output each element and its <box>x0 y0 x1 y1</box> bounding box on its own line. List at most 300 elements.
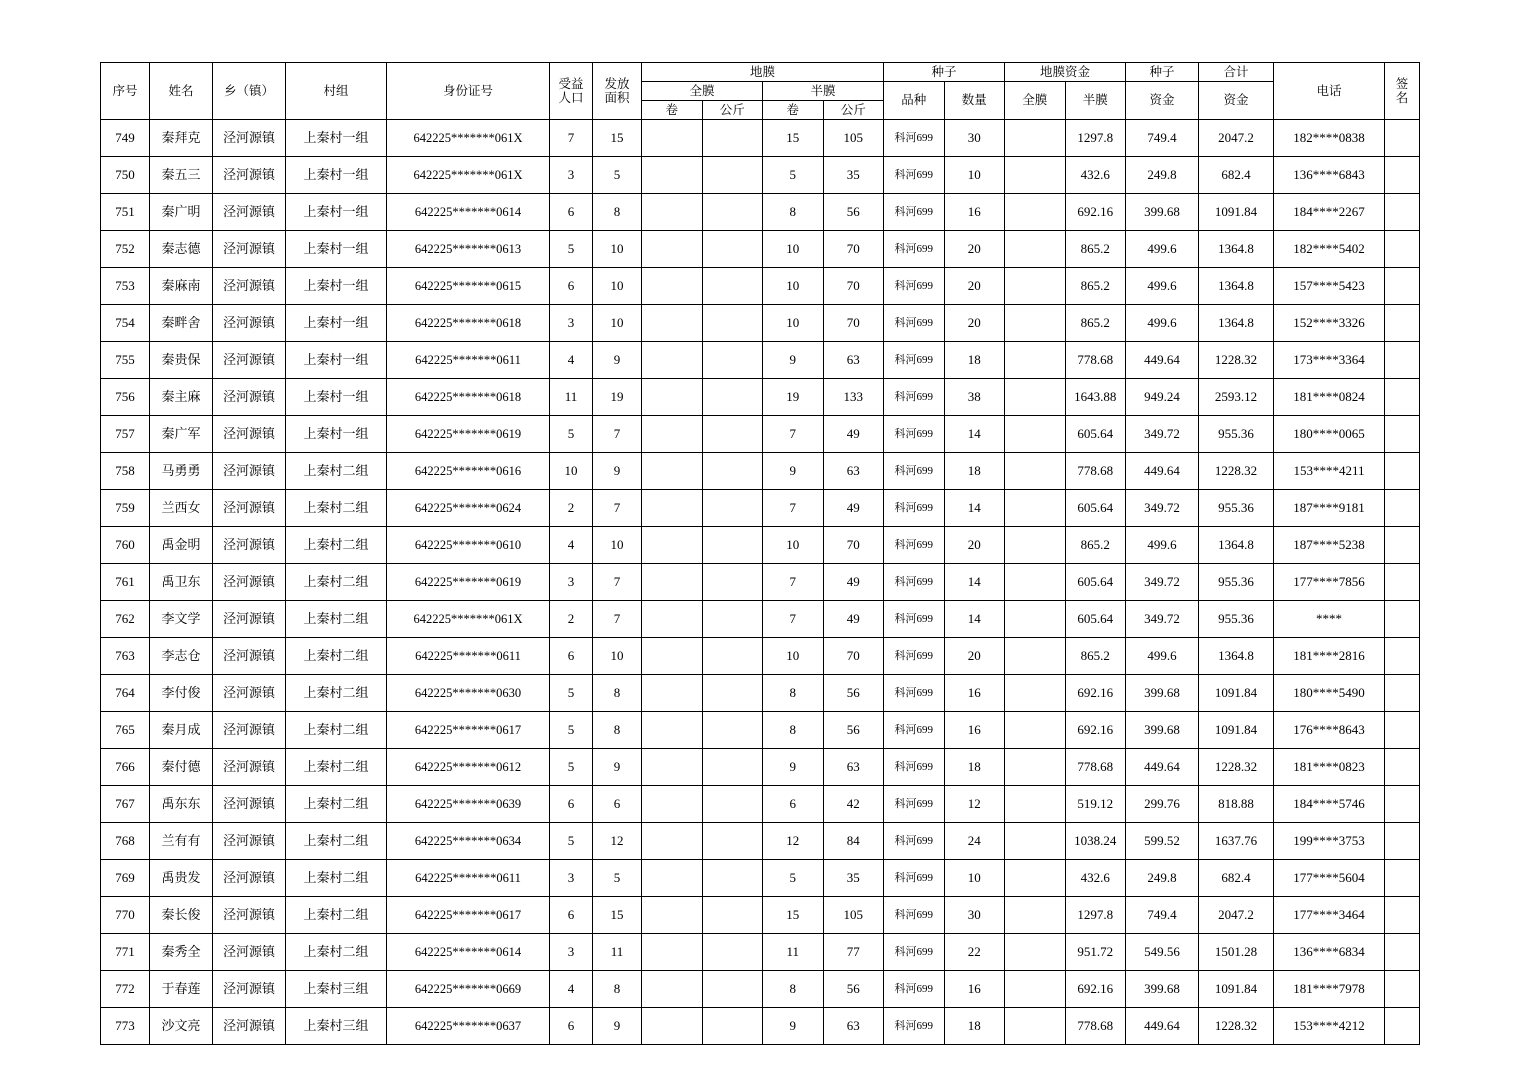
cell-total-fund: 1637.76 <box>1199 823 1274 860</box>
distribution-table <box>100 62 1420 1045</box>
cell-seq: 753 <box>101 268 150 305</box>
cell-population: 6 <box>550 268 593 305</box>
cell-population: 10 <box>550 453 593 490</box>
cell-full-film-juan <box>642 379 703 416</box>
table-row <box>101 786 1420 823</box>
cell-village: 上秦村一组 <box>286 194 387 231</box>
cell-half-film-kg: 77 <box>823 934 884 971</box>
cell-full-film-fund <box>1005 1008 1066 1045</box>
cell-full-film-kg <box>702 934 763 971</box>
cell-town: 泾河源镇 <box>213 379 286 416</box>
cell-full-film-fund <box>1005 527 1066 564</box>
cell-name: 李文学 <box>150 601 213 638</box>
table-row <box>101 120 1420 157</box>
col-header-full-film-fund: 全膜 <box>1005 82 1066 120</box>
table-row <box>101 934 1420 971</box>
cell-half-film-kg: 84 <box>823 823 884 860</box>
cell-full-film-fund <box>1005 638 1066 675</box>
cell-half-film-juan: 15 <box>763 897 824 934</box>
cell-full-film-kg <box>702 379 763 416</box>
cell-signature <box>1385 786 1420 823</box>
cell-variety: 科河699 <box>884 823 945 860</box>
cell-phone: 176****8643 <box>1274 712 1385 749</box>
cell-full-film-kg <box>702 1008 763 1045</box>
table-row <box>101 416 1420 453</box>
cell-signature <box>1385 231 1420 268</box>
cell-quantity: 14 <box>944 564 1005 601</box>
cell-half-film-juan: 6 <box>763 786 824 823</box>
cell-full-film-fund <box>1005 416 1066 453</box>
cell-full-film-kg <box>702 268 763 305</box>
cell-town: 泾河源镇 <box>213 157 286 194</box>
cell-half-film-fund: 865.2 <box>1065 305 1126 342</box>
cell-area: 9 <box>593 1008 642 1045</box>
cell-total-fund: 1228.32 <box>1199 1008 1274 1045</box>
cell-full-film-juan <box>642 971 703 1008</box>
cell-full-film-kg <box>702 527 763 564</box>
cell-half-film-juan: 7 <box>763 416 824 453</box>
cell-half-film-juan: 10 <box>763 231 824 268</box>
cell-variety: 科河699 <box>884 453 945 490</box>
cell-variety: 科河699 <box>884 231 945 268</box>
cell-full-film-fund <box>1005 749 1066 786</box>
table-row <box>101 342 1420 379</box>
cell-id-number: 642225*******0614 <box>387 194 550 231</box>
cell-signature <box>1385 564 1420 601</box>
cell-half-film-kg: 70 <box>823 231 884 268</box>
cell-full-film-juan <box>642 1008 703 1045</box>
cell-phone: 136****6843 <box>1274 157 1385 194</box>
cell-phone: 153****4212 <box>1274 1008 1385 1045</box>
cell-half-film-fund: 865.2 <box>1065 638 1126 675</box>
col-header-seed-group: 种子 <box>884 63 1005 82</box>
area-line-2: 面积 <box>604 91 630 105</box>
cell-seq: 769 <box>101 860 150 897</box>
cell-full-film-kg <box>702 157 763 194</box>
cell-variety: 科河699 <box>884 564 945 601</box>
sign-line-1: 签 <box>1395 76 1409 91</box>
cell-variety: 科河699 <box>884 1008 945 1045</box>
table-row <box>101 305 1420 342</box>
cell-total-fund: 1091.84 <box>1199 194 1274 231</box>
cell-half-film-kg: 63 <box>823 342 884 379</box>
cell-variety: 科河699 <box>884 601 945 638</box>
cell-village: 上秦村一组 <box>286 416 387 453</box>
table-row <box>101 453 1420 490</box>
cell-id-number: 642225*******0611 <box>387 860 550 897</box>
cell-full-film-juan <box>642 675 703 712</box>
cell-phone: 199****3753 <box>1274 823 1385 860</box>
cell-phone: 181****7978 <box>1274 971 1385 1008</box>
cell-town: 泾河源镇 <box>213 971 286 1008</box>
cell-variety: 科河699 <box>884 416 945 453</box>
cell-total-fund: 1228.32 <box>1199 453 1274 490</box>
cell-full-film-juan <box>642 601 703 638</box>
cell-quantity: 18 <box>944 453 1005 490</box>
cell-half-film-juan: 7 <box>763 564 824 601</box>
cell-seq: 771 <box>101 934 150 971</box>
cell-town: 泾河源镇 <box>213 527 286 564</box>
cell-half-film-kg: 70 <box>823 305 884 342</box>
cell-total-fund: 1228.32 <box>1199 749 1274 786</box>
cell-variety: 科河699 <box>884 527 945 564</box>
cell-variety: 科河699 <box>884 268 945 305</box>
cell-full-film-kg <box>702 712 763 749</box>
cell-signature <box>1385 268 1420 305</box>
col-header-phone: 电话 <box>1274 63 1385 120</box>
cell-name: 禹金明 <box>150 527 213 564</box>
cell-full-film-fund <box>1005 564 1066 601</box>
cell-quantity: 20 <box>944 268 1005 305</box>
cell-signature <box>1385 157 1420 194</box>
cell-full-film-fund <box>1005 934 1066 971</box>
cell-variety: 科河699 <box>884 490 945 527</box>
cell-half-film-juan: 8 <box>763 675 824 712</box>
table-row <box>101 564 1420 601</box>
cell-half-film-kg: 49 <box>823 416 884 453</box>
cell-full-film-juan <box>642 305 703 342</box>
cell-area: 7 <box>593 416 642 453</box>
cell-area: 10 <box>593 527 642 564</box>
cell-full-film-juan <box>642 564 703 601</box>
col-header-name: 姓名 <box>150 63 213 120</box>
cell-id-number: 642225*******0611 <box>387 638 550 675</box>
cell-area: 9 <box>593 749 642 786</box>
cell-area: 8 <box>593 675 642 712</box>
col-header-full-film-juan: 卷 <box>642 101 703 120</box>
cell-full-film-juan <box>642 268 703 305</box>
cell-village: 上秦村一组 <box>286 342 387 379</box>
cell-variety: 科河699 <box>884 971 945 1008</box>
cell-village: 上秦村二组 <box>286 490 387 527</box>
cell-village: 上秦村二组 <box>286 638 387 675</box>
cell-village: 上秦村二组 <box>286 786 387 823</box>
cell-seed-fund: 499.6 <box>1126 268 1199 305</box>
cell-full-film-kg <box>702 823 763 860</box>
cell-id-number: 642225*******0619 <box>387 416 550 453</box>
cell-half-film-juan: 8 <box>763 712 824 749</box>
cell-signature <box>1385 416 1420 453</box>
cell-id-number: 642225*******0624 <box>387 490 550 527</box>
cell-id-number: 642225*******0618 <box>387 379 550 416</box>
cell-half-film-fund: 778.68 <box>1065 453 1126 490</box>
cell-quantity: 20 <box>944 638 1005 675</box>
cell-phone: 184****5746 <box>1274 786 1385 823</box>
cell-phone: 177****7856 <box>1274 564 1385 601</box>
cell-area: 9 <box>593 342 642 379</box>
cell-id-number: 642225*******0613 <box>387 231 550 268</box>
cell-population: 5 <box>550 416 593 453</box>
cell-quantity: 18 <box>944 749 1005 786</box>
cell-total-fund: 818.88 <box>1199 786 1274 823</box>
cell-half-film-kg: 49 <box>823 564 884 601</box>
cell-seed-fund: 749.4 <box>1126 897 1199 934</box>
cell-signature <box>1385 305 1420 342</box>
cell-half-film-juan: 11 <box>763 934 824 971</box>
cell-name: 秦拜克 <box>150 120 213 157</box>
cell-name: 秦畔舍 <box>150 305 213 342</box>
cell-area: 7 <box>593 490 642 527</box>
cell-seed-fund: 499.6 <box>1126 305 1199 342</box>
table-body <box>101 120 1420 1045</box>
cell-seed-fund: 399.68 <box>1126 712 1199 749</box>
cell-id-number: 642225*******0618 <box>387 305 550 342</box>
cell-seed-fund: 549.56 <box>1126 934 1199 971</box>
cell-full-film-fund <box>1005 860 1066 897</box>
cell-population: 2 <box>550 490 593 527</box>
cell-population: 3 <box>550 305 593 342</box>
cell-name: 秦五三 <box>150 157 213 194</box>
cell-population: 11 <box>550 379 593 416</box>
cell-full-film-kg <box>702 786 763 823</box>
cell-name: 秦月成 <box>150 712 213 749</box>
cell-half-film-fund: 605.64 <box>1065 601 1126 638</box>
cell-town: 泾河源镇 <box>213 601 286 638</box>
cell-seq: 758 <box>101 453 150 490</box>
cell-variety: 科河699 <box>884 934 945 971</box>
cell-full-film-juan <box>642 860 703 897</box>
cell-area: 9 <box>593 453 642 490</box>
cell-population: 3 <box>550 860 593 897</box>
cell-quantity: 22 <box>944 934 1005 971</box>
table-row <box>101 897 1420 934</box>
cell-quantity: 14 <box>944 416 1005 453</box>
table-row <box>101 490 1420 527</box>
cell-id-number: 642225*******0669 <box>387 971 550 1008</box>
cell-full-film-kg <box>702 749 763 786</box>
cell-area: 15 <box>593 120 642 157</box>
col-header-total-group: 合计 <box>1199 63 1274 82</box>
cell-village: 上秦村二组 <box>286 860 387 897</box>
cell-half-film-fund: 865.2 <box>1065 527 1126 564</box>
cell-full-film-kg <box>702 231 763 268</box>
cell-total-fund: 1091.84 <box>1199 675 1274 712</box>
cell-phone: 184****2267 <box>1274 194 1385 231</box>
cell-seq: 772 <box>101 971 150 1008</box>
cell-population: 5 <box>550 675 593 712</box>
cell-total-fund: 682.4 <box>1199 157 1274 194</box>
cell-phone: 181****0823 <box>1274 749 1385 786</box>
cell-full-film-kg <box>702 675 763 712</box>
cell-town: 泾河源镇 <box>213 231 286 268</box>
cell-half-film-juan: 10 <box>763 268 824 305</box>
cell-full-film-fund <box>1005 120 1066 157</box>
cell-quantity: 14 <box>944 490 1005 527</box>
cell-town: 泾河源镇 <box>213 453 286 490</box>
cell-town: 泾河源镇 <box>213 786 286 823</box>
cell-name: 沙文亮 <box>150 1008 213 1045</box>
cell-full-film-juan <box>642 638 703 675</box>
cell-half-film-juan: 9 <box>763 1008 824 1045</box>
cell-total-fund: 682.4 <box>1199 860 1274 897</box>
cell-name: 秦贵保 <box>150 342 213 379</box>
cell-full-film-kg <box>702 860 763 897</box>
cell-full-film-fund <box>1005 194 1066 231</box>
cell-seq: 773 <box>101 1008 150 1045</box>
cell-seed-fund: 449.64 <box>1126 453 1199 490</box>
cell-area: 5 <box>593 157 642 194</box>
cell-variety: 科河699 <box>884 157 945 194</box>
cell-id-number: 642225*******0610 <box>387 527 550 564</box>
table-row <box>101 527 1420 564</box>
table-row <box>101 971 1420 1008</box>
cell-half-film-juan: 9 <box>763 342 824 379</box>
cell-seq: 761 <box>101 564 150 601</box>
cell-id-number: 642225*******0611 <box>387 342 550 379</box>
cell-full-film-kg <box>702 971 763 1008</box>
cell-seed-fund: 449.64 <box>1126 1008 1199 1045</box>
table-row <box>101 231 1420 268</box>
cell-half-film-kg: 42 <box>823 786 884 823</box>
cell-quantity: 30 <box>944 120 1005 157</box>
cell-population: 4 <box>550 527 593 564</box>
cell-full-film-fund <box>1005 712 1066 749</box>
cell-town: 泾河源镇 <box>213 490 286 527</box>
cell-signature <box>1385 1008 1420 1045</box>
cell-name: 秦长俊 <box>150 897 213 934</box>
cell-seq: 766 <box>101 749 150 786</box>
cell-town: 泾河源镇 <box>213 1008 286 1045</box>
cell-phone: 177****5604 <box>1274 860 1385 897</box>
cell-seed-fund: 499.6 <box>1126 231 1199 268</box>
cell-total-fund: 955.36 <box>1199 601 1274 638</box>
cell-half-film-kg: 63 <box>823 749 884 786</box>
cell-full-film-kg <box>702 490 763 527</box>
cell-quantity: 20 <box>944 527 1005 564</box>
cell-signature <box>1385 749 1420 786</box>
cell-population: 5 <box>550 712 593 749</box>
cell-phone: 187****5238 <box>1274 527 1385 564</box>
cell-seq: 762 <box>101 601 150 638</box>
cell-phone: 153****4211 <box>1274 453 1385 490</box>
cell-half-film-fund: 605.64 <box>1065 416 1126 453</box>
cell-half-film-juan: 5 <box>763 157 824 194</box>
cell-area: 8 <box>593 712 642 749</box>
cell-full-film-juan <box>642 823 703 860</box>
cell-full-film-juan <box>642 786 703 823</box>
cell-population: 5 <box>550 231 593 268</box>
cell-name: 兰有有 <box>150 823 213 860</box>
cell-seq: 770 <box>101 897 150 934</box>
col-header-id-number: 身份证号 <box>387 63 550 120</box>
cell-phone: 182****5402 <box>1274 231 1385 268</box>
cell-village: 上秦村二组 <box>286 601 387 638</box>
cell-village: 上秦村三组 <box>286 971 387 1008</box>
cell-seq: 749 <box>101 120 150 157</box>
cell-phone: **** <box>1274 601 1385 638</box>
cell-seed-fund: 399.68 <box>1126 194 1199 231</box>
cell-half-film-juan: 5 <box>763 860 824 897</box>
table-header <box>101 63 1420 120</box>
population-line-2: 人口 <box>558 91 584 105</box>
cell-population: 6 <box>550 1008 593 1045</box>
col-header-seq: 序号 <box>101 63 150 120</box>
cell-full-film-fund <box>1005 971 1066 1008</box>
table-row <box>101 823 1420 860</box>
cell-village: 上秦村二组 <box>286 675 387 712</box>
cell-population: 6 <box>550 897 593 934</box>
col-header-signature <box>1385 63 1420 120</box>
cell-variety: 科河699 <box>884 675 945 712</box>
cell-population: 6 <box>550 194 593 231</box>
cell-seed-fund: 949.24 <box>1126 379 1199 416</box>
cell-id-number: 642225*******0617 <box>387 712 550 749</box>
cell-half-film-kg: 56 <box>823 712 884 749</box>
cell-name: 秦付德 <box>150 749 213 786</box>
cell-half-film-kg: 70 <box>823 638 884 675</box>
col-header-village: 村组 <box>286 63 387 120</box>
col-header-population <box>550 63 593 120</box>
cell-half-film-kg: 49 <box>823 601 884 638</box>
cell-variety: 科河699 <box>884 749 945 786</box>
cell-variety: 科河699 <box>884 638 945 675</box>
cell-seq: 751 <box>101 194 150 231</box>
cell-half-film-juan: 10 <box>763 527 824 564</box>
cell-area: 19 <box>593 379 642 416</box>
cell-quantity: 18 <box>944 1008 1005 1045</box>
cell-signature <box>1385 823 1420 860</box>
cell-seq: 763 <box>101 638 150 675</box>
cell-population: 6 <box>550 786 593 823</box>
table-row <box>101 675 1420 712</box>
cell-full-film-kg <box>702 601 763 638</box>
cell-signature <box>1385 712 1420 749</box>
cell-seq: 765 <box>101 712 150 749</box>
cell-area: 7 <box>593 601 642 638</box>
cell-id-number: 642225*******0615 <box>387 268 550 305</box>
cell-total-fund: 1228.32 <box>1199 342 1274 379</box>
cell-half-film-fund: 692.16 <box>1065 675 1126 712</box>
cell-total-fund: 2593.12 <box>1199 379 1274 416</box>
table-row <box>101 712 1420 749</box>
cell-population: 3 <box>550 157 593 194</box>
cell-half-film-juan: 7 <box>763 490 824 527</box>
cell-village: 上秦村二组 <box>286 749 387 786</box>
cell-quantity: 20 <box>944 305 1005 342</box>
cell-id-number: 642225*******0617 <box>387 897 550 934</box>
cell-village: 上秦村二组 <box>286 823 387 860</box>
table-row <box>101 268 1420 305</box>
cell-half-film-fund: 778.68 <box>1065 342 1126 379</box>
cell-half-film-juan: 7 <box>763 601 824 638</box>
cell-population: 4 <box>550 971 593 1008</box>
col-header-film-group: 地膜 <box>642 63 884 82</box>
cell-area: 8 <box>593 971 642 1008</box>
cell-town: 泾河源镇 <box>213 342 286 379</box>
sign-line-2: 名 <box>1395 91 1409 105</box>
cell-variety: 科河699 <box>884 897 945 934</box>
cell-area: 6 <box>593 786 642 823</box>
cell-half-film-fund: 519.12 <box>1065 786 1126 823</box>
cell-half-film-fund: 692.16 <box>1065 971 1126 1008</box>
cell-seq: 767 <box>101 786 150 823</box>
cell-id-number: 642225*******0612 <box>387 749 550 786</box>
cell-full-film-juan <box>642 231 703 268</box>
cell-town: 泾河源镇 <box>213 897 286 934</box>
cell-half-film-fund: 865.2 <box>1065 231 1126 268</box>
cell-full-film-fund <box>1005 823 1066 860</box>
col-header-quantity: 数量 <box>944 82 1005 120</box>
cell-half-film-kg: 35 <box>823 860 884 897</box>
cell-signature <box>1385 971 1420 1008</box>
cell-phone: 181****0824 <box>1274 379 1385 416</box>
cell-village: 上秦村二组 <box>286 712 387 749</box>
cell-seed-fund: 499.6 <box>1126 527 1199 564</box>
cell-half-film-juan: 8 <box>763 971 824 1008</box>
cell-full-film-juan <box>642 749 703 786</box>
cell-variety: 科河699 <box>884 305 945 342</box>
table-row <box>101 157 1420 194</box>
